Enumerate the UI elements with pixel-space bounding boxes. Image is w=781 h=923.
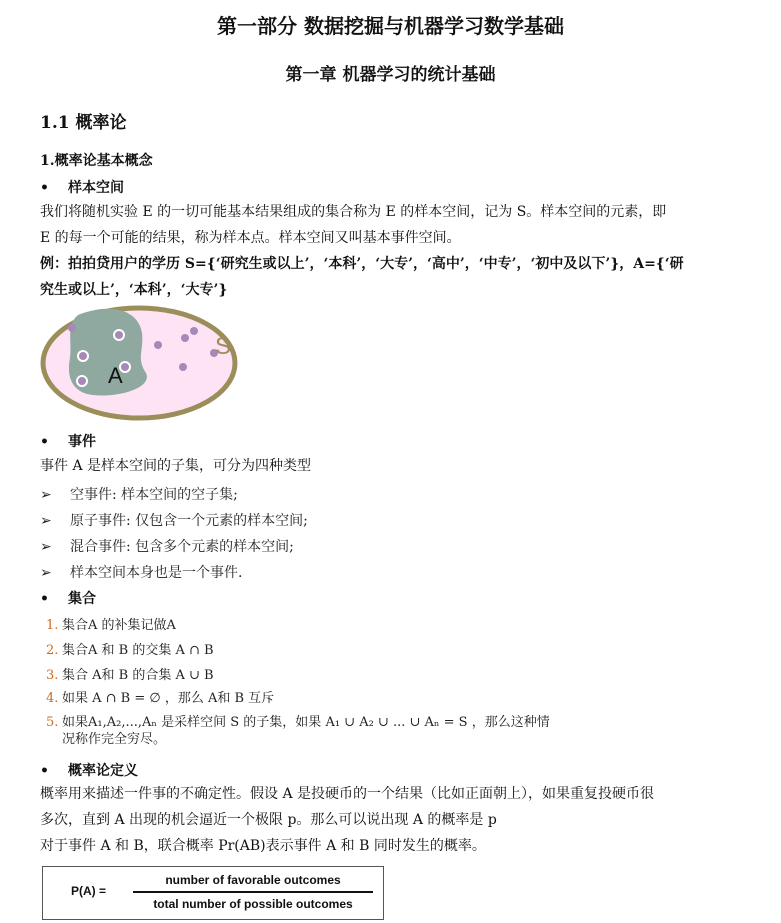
- example-line-2: 究生或以上’，‘本科’，‘大专’}: [40, 282, 228, 298]
- venn-diagram: [38, 303, 244, 425]
- example-paragraph: [40, 251, 740, 303]
- sample-point: [190, 327, 198, 335]
- event-type-text: 原子事件: 仅包含一个元素的样本空间;: [70, 513, 308, 529]
- set-item-text: 如果A₁,A₂,...,Aₙ 是采样空间 S 的子集，如果 A₁ ∪ A₂ ∪ ... ∪ Aₙ = S ，那么这种情: [62, 715, 550, 730]
- event-intro: 事件 A 是样本空间的子集，可分为四种类型: [40, 458, 312, 474]
- set-item: [46, 642, 214, 659]
- bullet-dot: •: [40, 434, 49, 450]
- bullet-prob-def: [40, 760, 138, 780]
- set-item-number: 3.: [46, 668, 59, 683]
- chapter-title: 第一章 机器学习的统计基础: [285, 65, 496, 85]
- arrow-bullet-icon: ➢: [40, 487, 52, 503]
- event-point: [78, 351, 88, 361]
- event-type-text: 空事件: 样本空间的空子集;: [70, 487, 238, 503]
- sample-point: [181, 334, 189, 342]
- arrow-bullet-icon: ➢: [40, 539, 52, 555]
- sample-space-paragraph: [40, 199, 740, 251]
- bullet-prob-def-label: 概率论定义: [68, 763, 138, 779]
- set-item-number: 1.: [46, 618, 59, 633]
- fraction-bar: [133, 891, 373, 893]
- space-s-label: S: [215, 333, 232, 360]
- bullet-sample-space-label: 样本空间: [68, 180, 124, 196]
- set-item-number: 4.: [46, 691, 59, 706]
- bullet-dot: •: [40, 591, 49, 607]
- sample-space-line-2: E 的每一个可能的结果，称为样本点。样本空间又叫基本事件空间。: [40, 230, 461, 246]
- event-type-text: 样本空间本身也是一个事件.: [70, 565, 243, 581]
- prob-line-3: 对于事件 A 和 B，联合概率 Pr(AB)表示事件 A 和 B 同时发生的概率。: [40, 838, 486, 854]
- arrow-bullet-icon: ➢: [40, 565, 52, 581]
- bullet-sample-space: [40, 177, 124, 197]
- set-item-number: 2.: [46, 643, 59, 658]
- event-type-item: [40, 510, 308, 530]
- part-title: 第一部分 数据挖掘与机器学习数学基础: [217, 14, 564, 38]
- set-item-number: 5.: [46, 715, 59, 730]
- event-type-item: [40, 484, 238, 504]
- sample-space-line-1: 我们将随机实验 E 的一切可能基本结果组成的集合称为 E 的样本空间，记为 S。样本空间的元素，即: [40, 204, 667, 220]
- bullet-event: [40, 431, 96, 451]
- set-item: [46, 714, 550, 731]
- bullet-dot: •: [40, 763, 49, 779]
- formula-lhs: P(A) =: [71, 884, 107, 898]
- set-item: [46, 667, 214, 684]
- set-a-label: A: [108, 363, 123, 388]
- set-item-text: 集合A 和 B 的交集 A ∩ B: [62, 643, 214, 658]
- formula-numerator: number of favorable outcomes: [165, 873, 341, 887]
- set-item: [46, 617, 176, 634]
- section-title: 1.1 概率论: [40, 113, 127, 133]
- sample-point: [179, 363, 187, 371]
- bullet-event-label: 事件: [68, 434, 96, 450]
- event-point: [114, 330, 124, 340]
- sample-point: [154, 341, 162, 349]
- event-point: [77, 376, 87, 386]
- subsection-title: 1.概率论基本概念: [40, 153, 153, 169]
- prob-line-1: 概率用来描述一件事的不确定性。假设 A 是投硬币的一个结果（比如正面朝上），如果重复投硬币很: [40, 786, 655, 802]
- set-item-text: 如果 A ∩ B = ∅ ，那么 A和 B 互斥: [62, 691, 275, 706]
- event-type-text: 混合事件: 包含多个元素的样本空间;: [70, 539, 294, 555]
- set-item-text: 集合A 的补集记做A: [62, 618, 176, 633]
- bullet-set: [40, 588, 96, 608]
- probability-formula: [42, 866, 384, 920]
- arrow-bullet-icon: ➢: [40, 513, 52, 529]
- set-item-text: 况称作完全穷尽。: [62, 732, 167, 747]
- prob-line-2: 多次，直到 A 出现的机会逼近一个极限 p。那么可以说出现 A 的概率是 p: [40, 812, 497, 828]
- set-item-continuation: [46, 731, 166, 748]
- set-item: [46, 690, 274, 707]
- formula-denominator: total number of possible outcomes: [153, 897, 353, 911]
- event-type-item: [40, 536, 294, 556]
- example-line-1: 例：拍拍贷用户的学历 S={‘研究生或以上’，‘本科’，‘大专’，‘高中’，‘中专’，‘初中及以下’}，A={‘研: [40, 256, 684, 272]
- bullet-set-label: 集合: [68, 591, 96, 607]
- prob-paragraph: [40, 781, 740, 859]
- event-type-item: [40, 562, 242, 582]
- set-item-text: 集合 A和 B 的合集 A ∪ B: [62, 668, 214, 683]
- bullet-dot: •: [40, 180, 49, 196]
- sample-point: [68, 324, 76, 332]
